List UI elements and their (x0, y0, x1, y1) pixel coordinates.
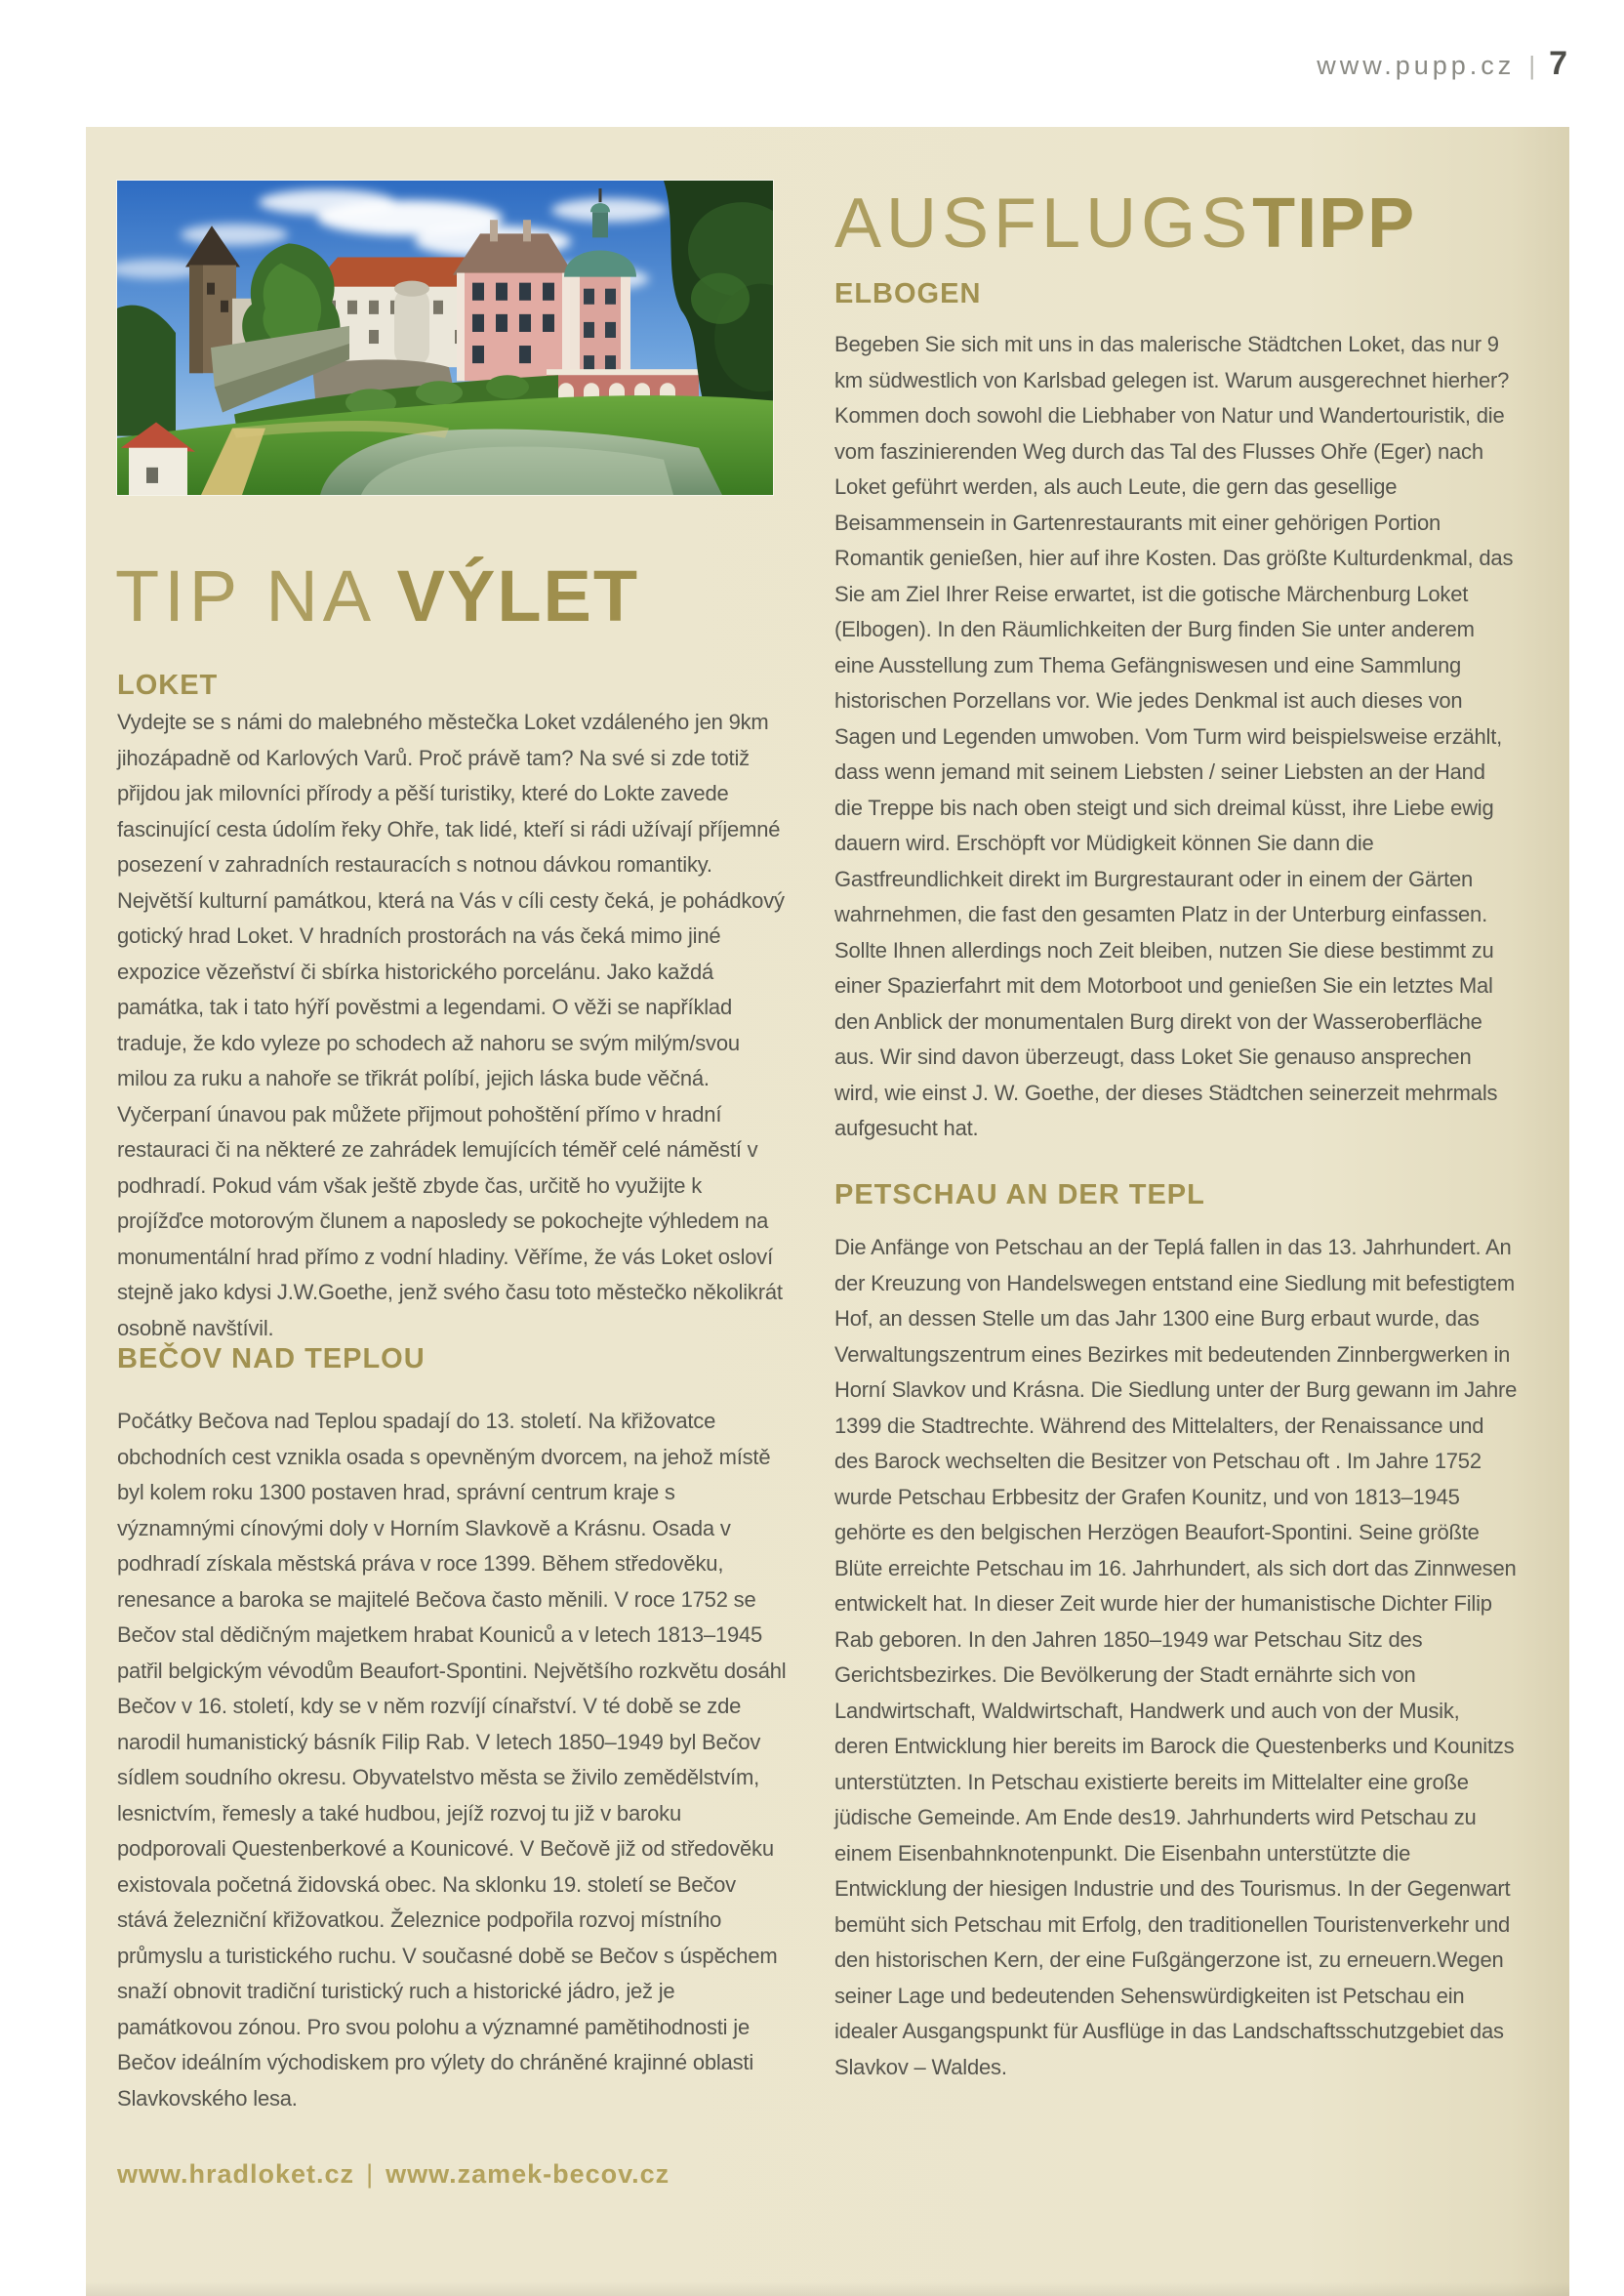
right-column-title (834, 184, 1416, 264)
left-column-title (115, 554, 639, 637)
footer-link-hradloket[interactable]: www.hradloket.cz (117, 2159, 355, 2189)
left-title-light: TIP NA (115, 555, 397, 636)
content-panel (86, 127, 1569, 2296)
right-title-light: AUSFLUGS (834, 184, 1253, 263)
section-body-elbogen: Begeben Sie sich mit uns in das malerische Städtchen Loket, das nur 9 km südwestlich von Karlsbad gelegen ist. Warum ausgerechnet hierher? Kommen doch sowohl die Liebhaber von Natur und Wandertouristik, die vom faszinierenden Weg durch das Tal des Flusses Ohře (Eger) nach Loket geführt werden, als auch Leute, die gern das gesellige Beisammensein in Gartenrestaurants mit einer gehörigen Portion Romantik genießen, hier auf ihre Kosten. Das größte Kulturdenkmal, das Sie am Ziel Ihrer Reise erwartet, ist die gotische Märchenburg Loket (Elbogen). In den Räumlichkeiten der Burg finden Sie unter anderem eine Ausstellung zum Thema Gefängniswesen und eine Sammlung historischen Porzellans vor. Wie jedes Denkmal ist auch dieses von Sagen und Legenden umwoben. Vom Turm wird beispielsweise erzählt, dass wenn jemand mit seinem Liebsten / seiner Liebsten an der Hand die Treppe bis nach oben steigt und sich dreimal küsst, ihre Liebe ewig dauern wird. Erschöpft vor Müdigkeit können Sie dann die Gastfreundlichkeit direkt im Burgrestaurant oder in einem der Gärten wahrnehmen, die fast den gesamten Platz in der Unterburg einfassen. Sollte Ihnen allerdings noch Zeit bleiben, nutzen Sie diese bestimmt zu einer Spazierfahrt mit dem Motorboot und genießen Sie ein letztes Mal den Anblick der monumentalen Burg direkt von der Wasseroberfläche aus. Wir sind davon überzeugt, dass Loket Sie genauso ansprechen wird, wie einst J. W. Goethe, der dieses Städtchen seinerzeit mehrmals aufgesucht hat. (834, 332, 1514, 1140)
right-title-bold: TIPP (1252, 184, 1417, 263)
castle-photo (117, 181, 773, 495)
castle-photo-illustration (117, 181, 773, 495)
section-body-petschau: Die Anfänge von Petschau an der Teplá fallen in das 13. Jahrhundert. An der Kreuzung von Handelswegen entstand eine Siedlung mit befestigtem Hof, an dessen Stelle um das Jahr 1300 eine Burg erbaut wurde, das Verwaltungszentrum eines Bezirkes mit bedeutenden Zinnbergwerken in Horní Slavkov und Krásna. Die Siedlung unter der Burg gewann im Jahre 1399 die Stadtrechte. Während des Mittelalters, der Renaissance und des Barock wechselten die Besitzer von Petschau oft . Im Jahre 1752 wurde Petschau Erbbesitz der Grafen Kounitz, und von 1813–1945 gehörte es den belgischen Herzögen Beaufort-Spontini. Seine größte Blüte erreichte Petschau im 16. Jahrhundert, als sich dort das Zinnwesen entwickelt hat. In dieser Zeit wurde hier der humanistische Dichter Filip Rab geboren. In den Jahren 1850–1949 war Petschau Sitz des Gerichtsbezirkes. Die Bevölkerung der Stadt ernährte sich von Landwirtschaft, Waldwirtschaft, Handwerk und auch von der Musik, deren Entwicklung hier bereits im Barock die Questenberks und Kounitzs unterstützten. In Petschau existierte bereits im Mittelalter eine große jüdische Gemeinde. Am Ende des19. Jahrhunderts wird Petschau zu einem Eisenbahnknotenpunkt. Die Eisenbahn unterstützte die Entwicklung der hiesigen Industrie und des Tourismus. In der Gegenwart bemüht sich Petschau mit Erfolg, den traditionellen Touristenverkehr und den historischen Kern, der eine Fußgängerzone ist, zu erneuern.Wegen seiner Lage und bedeutenden Sehenswürdigkeiten ist Petschau ein idealer Ausgangspunkt für Ausflüge in das Landschaftsschutzgebiet das Slavkov – Waldes. (834, 1235, 1518, 2079)
section-body-loket: Vydejte se s námi do malebného městečka Loket vzdáleného jen 9km jihozápadně od Karlových Varů. Proč právě tam? Na své si zde totiž přijdou jak milovníci přírody a pěší turistiky, které do Lokte zavede fascinující cesta údolím řeky Ohře, tak lidé, kteří si rádi užívají příjemné posezení v zahradních restauracích s notnou dávkou romantiky. Největší kulturní památkou, která na Vás v cíli cesty čeká, je pohádkový gotický hrad Loket. V hradních prostorách na vás čeká mimo jiné expozice vězeňství či sbírka historického porcelánu. Jako každá památka, tak i tato hýří pověstmi a legendami. O věži se například traduje, že kdo vyleze po schodech až nahoru se svým milým/svou milou za ruku a nahoře se třikrát políbí, jejich láska bude věčná. Vyčerpaní únavou pak můžete přijmout pohoštění přímo v hradní restauraci či na některé ze zahrádek lemujících téměř celé náměstí v podhradí. Pokud vám však ještě zbyde čas, určitě ho využijte k projížďce motorovým člunem a naposledy se pokochejte výhledem na monumentální hrad přímo z vodní hladiny. Věříme, že vás Loket osloví stejně jako kdysi J.W.Goethe, jenž svého času toto městečko několikrát osobně navštívil. (117, 710, 785, 1340)
left-title-bold: VÝLET (396, 555, 640, 636)
section-heading-becov: BEČOV NAD TEPLOU (117, 1343, 426, 1374)
header-divider: | (1528, 51, 1536, 80)
footer-divider: | (366, 2159, 375, 2189)
section-body-becov: Počátky Bečova nad Teplou spadají do 13. století. Na křižovatce obchodních cest vznikla osada s opevněným dvorcem, na jehož místě byl kolem roku 1300 postaven hrad, správní centrum kraje s významnými cínovými doly v Horním Slavkově a Krásnu. Osada v podhradí získala městská práva v roce 1399. Během středověku, renesance a baroka se majitelé Bečova často měnili. V roce 1752 se Bečov stal dědičným majetkem hrabat Kouniců a v letech 1813–1945 patřil belgickým vévodům Beaufort-Spontini. Největšího rozkvětu dosáhl Bečov v 16. století, kdy se v něm rozvíjí cínařství. V té době se zde narodil humanistický básník Filip Rab. V letech 1850–1949 byl Bečov sídlem soudního okresu. Obyvatelstvo města se živilo zemědělstvím, lesnictvím, řemesly a také hudbou, jejíž rozvoj tu již v baroku podporovali Questenberkové a Kounicové. V Bečově již od středověku existovala početná židovská obec. Na sklonku 19. století se Bečov stává železniční křižovatkou. Železnice podpořila rozvoj místního průmyslu a turistického ruchu. V současné době se Bečov s úspěchem snaží obnovit tradiční turistický ruch a historické jádro, jež je památkovou zónou. Pro svou polohu a významné pamětihodnosti je Bečov ideálním východiskem pro výlety do chráněné krajinné oblasti Slavkovského lesa. (117, 1409, 787, 2111)
header-site-url[interactable]: www.pupp.cz (1317, 51, 1516, 80)
page-header (1317, 45, 1567, 83)
section-heading-petschau: PETSCHAU AN DER TEPL (834, 1179, 1205, 1210)
footer-links (117, 2159, 670, 2190)
section-heading-elbogen: ELBOGEN (834, 278, 982, 309)
footer-link-zamek-becov[interactable]: www.zamek-becov.cz (386, 2159, 670, 2189)
section-heading-loket: LOKET (117, 670, 219, 701)
page-number: 7 (1549, 45, 1567, 82)
